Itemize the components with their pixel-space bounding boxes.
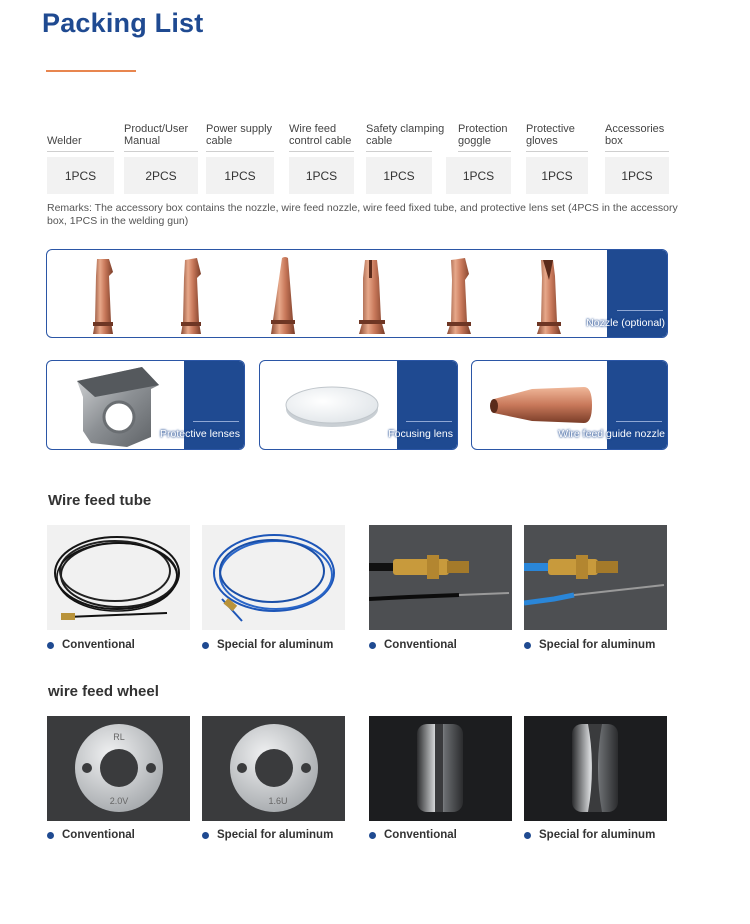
wheel-photo-conventional-side bbox=[369, 716, 512, 821]
wheel-caption bbox=[202, 829, 333, 841]
bullet-icon bbox=[369, 832, 376, 839]
tube-caption bbox=[369, 639, 457, 651]
wheel-photo-aluminum-side bbox=[524, 716, 667, 821]
table-header-cell: Protection goggle bbox=[458, 123, 508, 147]
card-divider bbox=[617, 310, 663, 311]
bullet-icon bbox=[524, 642, 531, 649]
nozzle-icon bbox=[447, 258, 471, 334]
wheel-photo-aluminum bbox=[202, 716, 345, 821]
card-divider bbox=[193, 421, 239, 422]
wheel-marking: 1.6U bbox=[268, 796, 288, 806]
table-header-cell: Safety clamping cable bbox=[366, 123, 445, 147]
wheel-caption bbox=[47, 829, 135, 841]
header-divider bbox=[289, 151, 354, 152]
protective-lenses-label: Protective lenses bbox=[160, 428, 240, 440]
table-qty-cell: 1PCS bbox=[605, 157, 669, 194]
header-divider bbox=[47, 151, 114, 152]
header-divider bbox=[124, 151, 198, 152]
black-tube-fitting-icon bbox=[369, 525, 512, 630]
nozzle-icon bbox=[93, 259, 113, 334]
wire-guide-label: Wire feed guide nozzle bbox=[558, 428, 665, 440]
table-header-cell: Accessories box bbox=[605, 123, 665, 147]
header-divider bbox=[366, 151, 432, 152]
caption-text: Special for aluminum bbox=[217, 829, 334, 841]
bullet-icon bbox=[524, 832, 531, 839]
table-qty-cell: 1PCS bbox=[366, 157, 432, 194]
table-header-cell: Protective gloves bbox=[526, 123, 575, 147]
blue-tube-fitting-icon bbox=[524, 525, 667, 630]
bullet-icon bbox=[47, 832, 54, 839]
bullet-icon bbox=[369, 642, 376, 649]
wheel-face-icon bbox=[202, 716, 345, 821]
card-divider bbox=[406, 421, 452, 422]
bullet-icon bbox=[202, 642, 209, 649]
wheel-photo-conventional bbox=[47, 716, 190, 821]
nozzle-icon bbox=[359, 260, 385, 334]
table-qty-cell: 1PCS bbox=[289, 157, 354, 194]
focusing-lens-card bbox=[259, 360, 458, 450]
wheel-face-icon bbox=[47, 716, 190, 821]
caption-text: Conventional bbox=[384, 639, 457, 651]
caption-text: Conventional bbox=[384, 829, 457, 841]
tube-photo-conventional-closeup bbox=[369, 525, 512, 630]
caption-text: Conventional bbox=[62, 829, 135, 841]
header-divider bbox=[206, 151, 274, 152]
caption-text: Conventional bbox=[62, 639, 135, 651]
wheel-caption bbox=[369, 829, 457, 841]
caption-text: Special for aluminum bbox=[539, 639, 656, 651]
nozzle-card bbox=[46, 249, 668, 338]
table-header-cell: Power supply cable bbox=[206, 123, 273, 147]
nozzle-icon bbox=[271, 257, 295, 334]
tube-caption bbox=[47, 639, 135, 651]
caption-text: Special for aluminum bbox=[217, 639, 334, 651]
title-underline bbox=[46, 70, 136, 72]
caption-text: Special for aluminum bbox=[539, 829, 656, 841]
nozzle-illustrations bbox=[47, 250, 607, 338]
table-header-cell: Product/User Manual bbox=[124, 123, 189, 147]
table-header-cell: Wire feed control cable bbox=[289, 123, 352, 147]
table-qty-cell: 2PCS bbox=[124, 157, 198, 194]
wheel-caption bbox=[524, 829, 655, 841]
card-divider bbox=[616, 421, 662, 422]
focusing-lens-label: Focusing lens bbox=[388, 428, 453, 440]
wire-guide-card bbox=[471, 360, 668, 450]
wheel-side-icon bbox=[369, 716, 512, 821]
tube-caption bbox=[524, 639, 655, 651]
table-qty-cell: 1PCS bbox=[526, 157, 588, 194]
black-tube-coil-icon bbox=[47, 525, 190, 630]
header-divider bbox=[458, 151, 511, 152]
table-qty-cell: 1PCS bbox=[47, 157, 114, 194]
wire-feed-wheel-title: wire feed wheel bbox=[48, 683, 159, 700]
header-divider bbox=[605, 151, 669, 152]
nozzle-label: Nozzle (optional) bbox=[586, 317, 665, 329]
tube-photo-conventional bbox=[47, 525, 190, 630]
focusing-lens-icon bbox=[260, 361, 400, 450]
tube-photo-aluminum bbox=[202, 525, 345, 630]
page-title: Packing List bbox=[42, 8, 204, 38]
table-qty-cell: 1PCS bbox=[446, 157, 511, 194]
wheel-marking: 2.0V bbox=[109, 796, 129, 806]
wire-feed-tube-title: Wire feed tube bbox=[48, 492, 152, 509]
nozzle-icon bbox=[537, 260, 561, 334]
table-header-cell: Welder bbox=[47, 135, 82, 147]
blue-tube-coil-icon bbox=[202, 525, 345, 630]
remarks-text: Remarks: The accessory box contains the nozzle, wire feed nozzle, wire feed fixed tube, and protective lens set (4PCS in the accessory box, 1PCS in the welding gun) bbox=[47, 202, 678, 227]
table-qty-cell: 1PCS bbox=[206, 157, 274, 194]
wheel-marking: RL bbox=[113, 732, 125, 742]
tube-photo-aluminum-closeup bbox=[524, 525, 667, 630]
nozzle-icon bbox=[181, 258, 201, 334]
wheel-side-icon bbox=[524, 716, 667, 821]
header-divider bbox=[526, 151, 588, 152]
tube-caption bbox=[202, 639, 333, 651]
bullet-icon bbox=[202, 832, 209, 839]
bullet-icon bbox=[47, 642, 54, 649]
protective-lenses-card bbox=[46, 360, 245, 450]
